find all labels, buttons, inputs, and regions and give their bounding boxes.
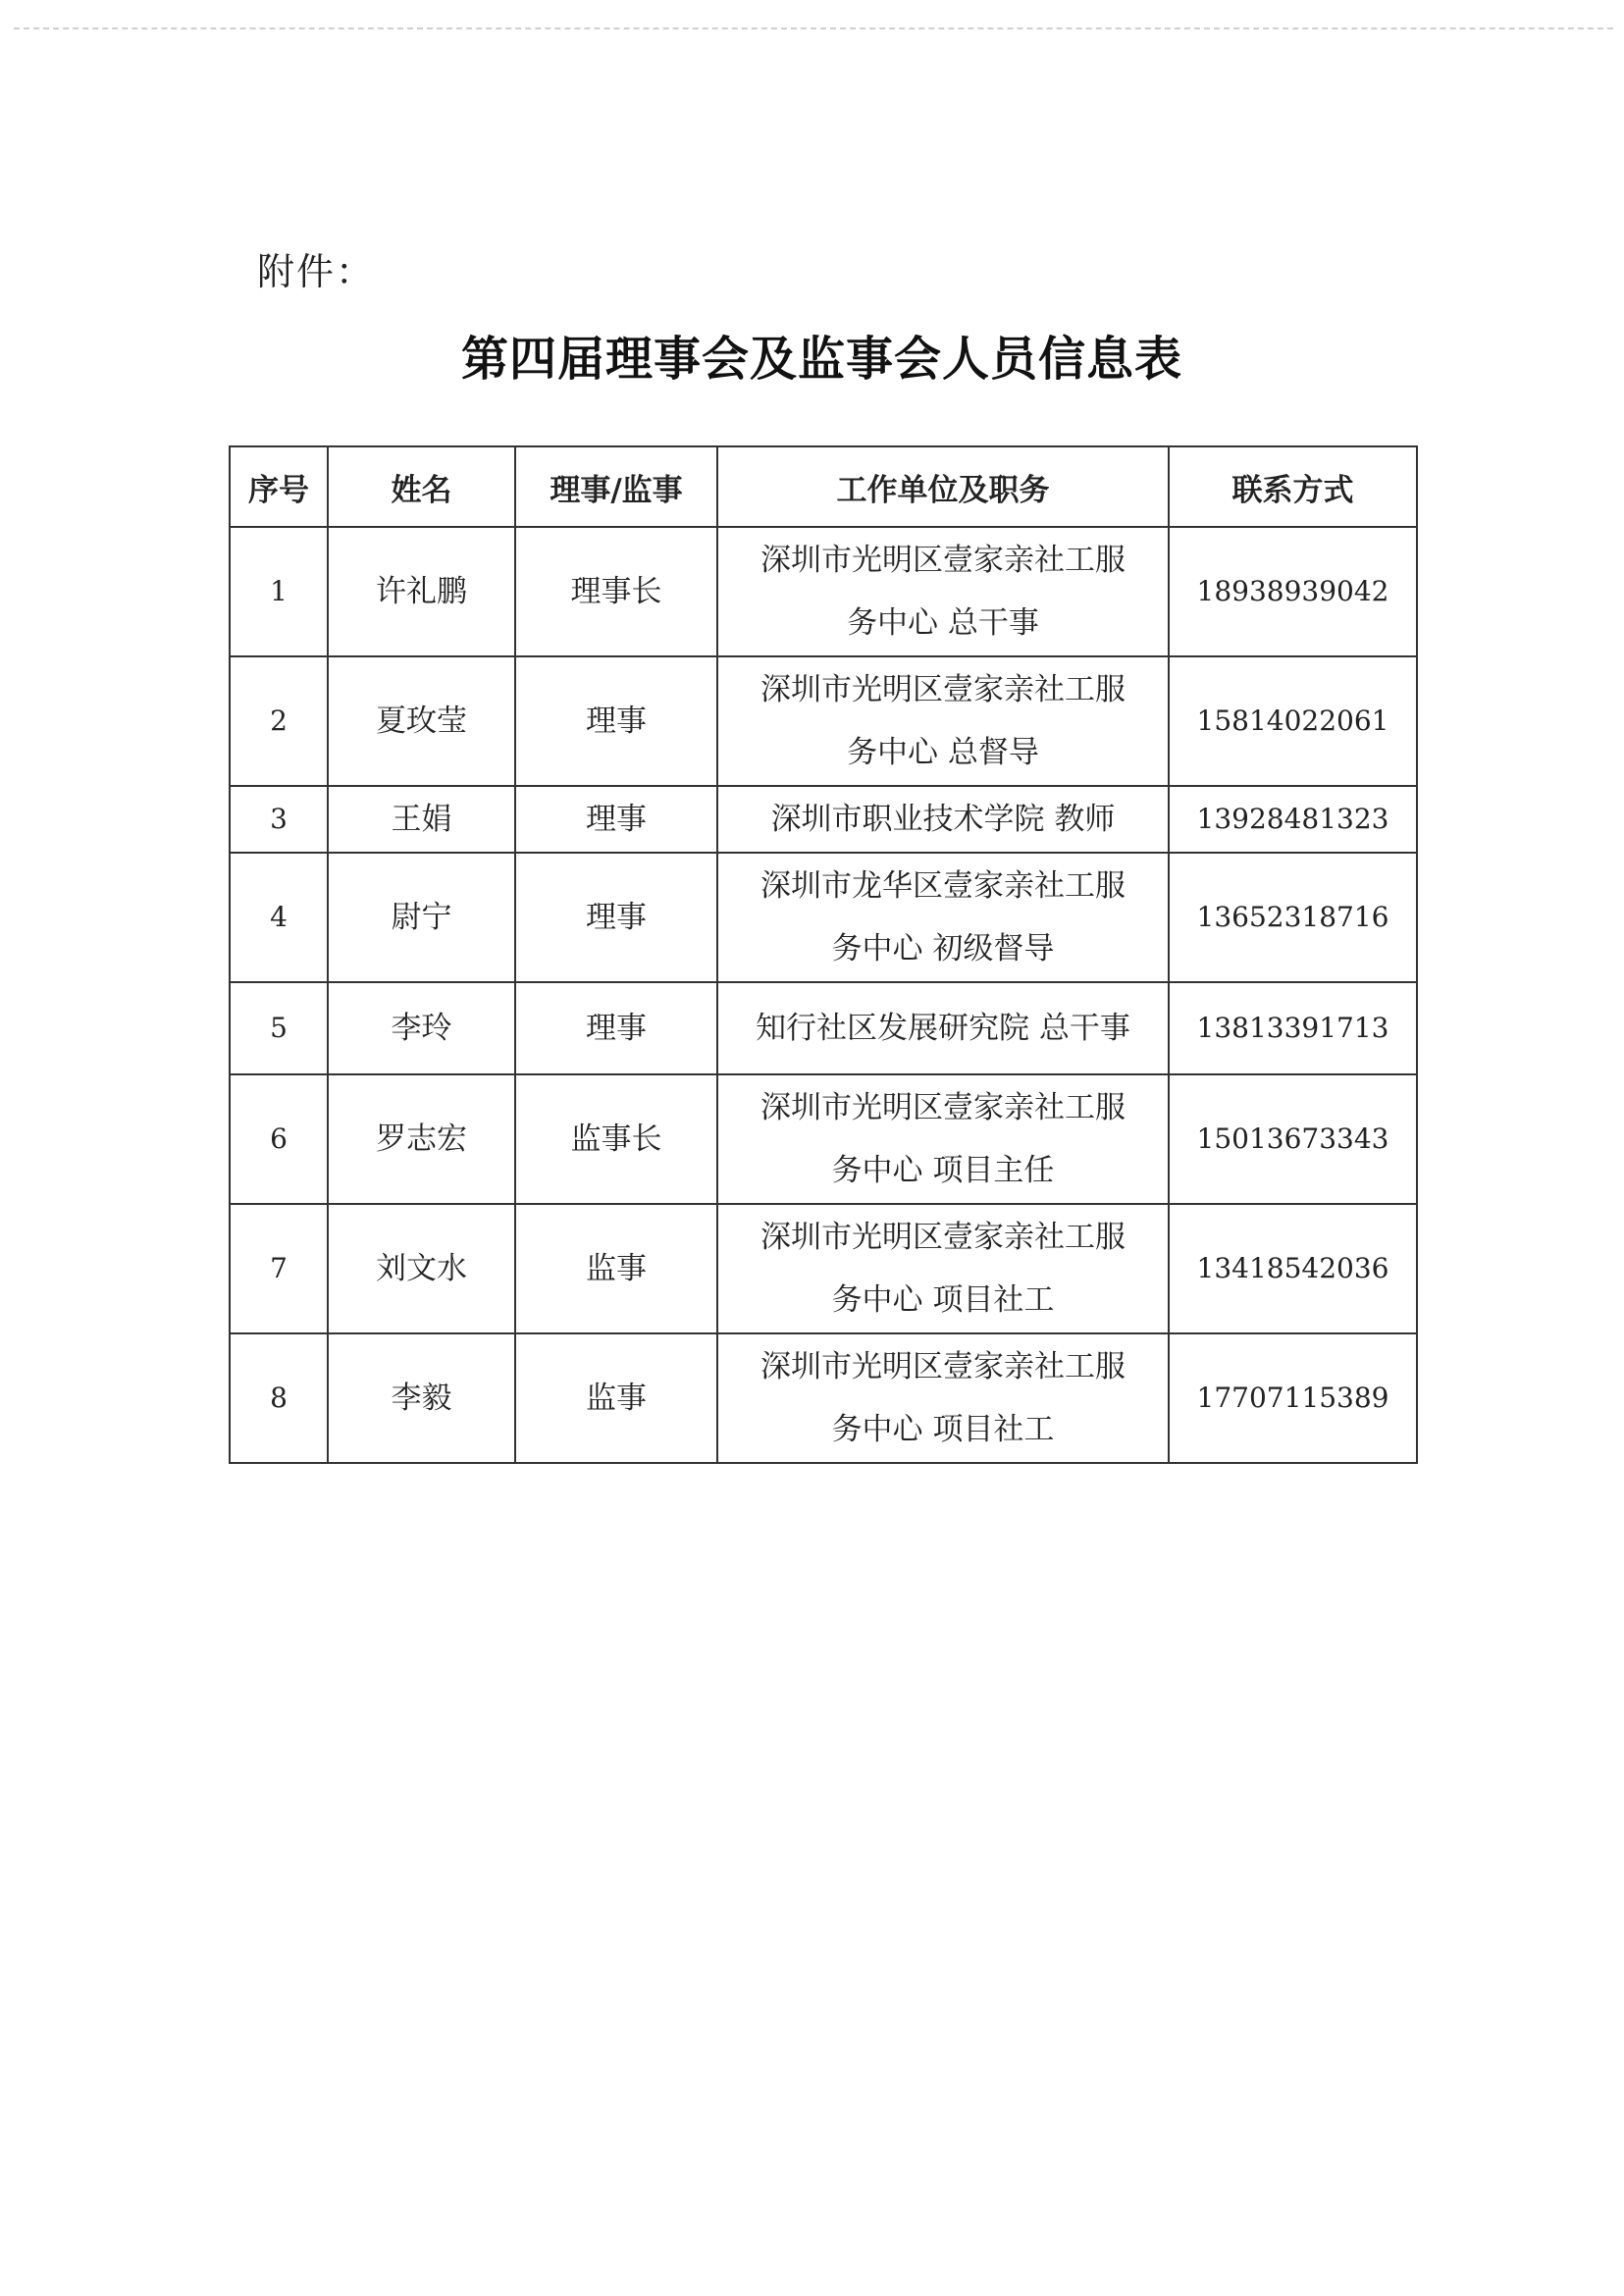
row-org-line2: 务中心 项目主任	[831, 1153, 1055, 1188]
row-org	[717, 982, 1169, 1074]
row-phone: 15013673343	[1169, 1074, 1417, 1204]
row-org-line2: 务中心 项目社工	[831, 1282, 1055, 1318]
row-role: 理事	[515, 853, 717, 982]
row-role: 理事长	[515, 527, 717, 656]
row-name: 许礼鹏	[328, 527, 515, 656]
row-index: 3	[230, 786, 328, 853]
row-index: 2	[230, 656, 328, 786]
row-role: 监事	[515, 1204, 717, 1333]
header-index: 序号	[230, 446, 328, 527]
row-org-line2: 务中心 总督导	[847, 735, 1039, 770]
row-phone: 13813391713	[1169, 982, 1417, 1074]
row-name: 李毅	[328, 1333, 515, 1463]
row-role: 理事	[515, 786, 717, 853]
row-name: 夏玫莹	[328, 656, 515, 786]
row-name: 罗志宏	[328, 1074, 515, 1204]
row-org-line1: 深圳市光明区壹家亲社工服	[760, 672, 1126, 707]
row-org-line1: 深圳市光明区壹家亲社工服	[760, 1349, 1126, 1384]
row-org	[717, 656, 1169, 786]
row-org	[717, 786, 1169, 853]
row-org	[717, 527, 1169, 656]
row-phone: 15814022061	[1169, 656, 1417, 786]
row-org-line1: 知行社区发展研究院 总干事	[756, 1011, 1130, 1046]
document-title: 第四届理事会及监事会人员信息表	[460, 332, 1182, 387]
header-org: 工作单位及职务	[717, 446, 1169, 527]
row-role: 理事	[515, 656, 717, 786]
row-role: 监事长	[515, 1074, 717, 1204]
table-row	[230, 786, 1417, 853]
row-org-line1: 深圳市光明区壹家亲社工服	[760, 1090, 1126, 1125]
row-name: 尉宁	[328, 853, 515, 982]
table-row	[230, 656, 1417, 786]
member-info-table	[229, 445, 1418, 1464]
scan-top-edge	[14, 27, 1613, 29]
row-org-line2: 务中心 总干事	[847, 605, 1039, 641]
row-phone: 17707115389	[1169, 1333, 1417, 1463]
row-org	[717, 853, 1169, 982]
attachment-label: 附件：	[257, 250, 376, 293]
row-index: 6	[230, 1074, 328, 1204]
row-phone: 13928481323	[1169, 786, 1417, 853]
row-index: 8	[230, 1333, 328, 1463]
row-index: 7	[230, 1204, 328, 1333]
row-role: 监事	[515, 1333, 717, 1463]
row-org-line2: 务中心 初级督导	[831, 931, 1055, 966]
header-phone: 联系方式	[1169, 446, 1417, 527]
row-org	[717, 1204, 1169, 1333]
table-row	[230, 853, 1417, 982]
table-row	[230, 1204, 1417, 1333]
row-index: 1	[230, 527, 328, 656]
row-name: 刘文水	[328, 1204, 515, 1333]
table-header-row	[230, 446, 1417, 527]
row-org	[717, 1074, 1169, 1204]
row-org-line1: 深圳市职业技术学院 教师	[770, 802, 1116, 837]
header-role: 理事/监事	[515, 446, 717, 527]
table-row	[230, 1333, 1417, 1463]
row-phone: 13652318716	[1169, 853, 1417, 982]
row-org-line1: 深圳市光明区壹家亲社工服	[760, 543, 1126, 578]
row-role: 理事	[515, 982, 717, 1074]
row-name: 李玲	[328, 982, 515, 1074]
row-org	[717, 1333, 1169, 1463]
header-name: 姓名	[328, 446, 515, 527]
table-row	[230, 982, 1417, 1074]
row-phone: 13418542036	[1169, 1204, 1417, 1333]
row-index: 5	[230, 982, 328, 1074]
row-org-line2: 务中心 项目社工	[831, 1412, 1055, 1447]
row-org-line1: 深圳市龙华区壹家亲社工服	[760, 868, 1126, 904]
row-name: 王娟	[328, 786, 515, 853]
table-row	[230, 1074, 1417, 1204]
row-phone: 18938939042	[1169, 527, 1417, 656]
row-index: 4	[230, 853, 328, 982]
table-row	[230, 527, 1417, 656]
row-org-line1: 深圳市光明区壹家亲社工服	[760, 1220, 1126, 1255]
